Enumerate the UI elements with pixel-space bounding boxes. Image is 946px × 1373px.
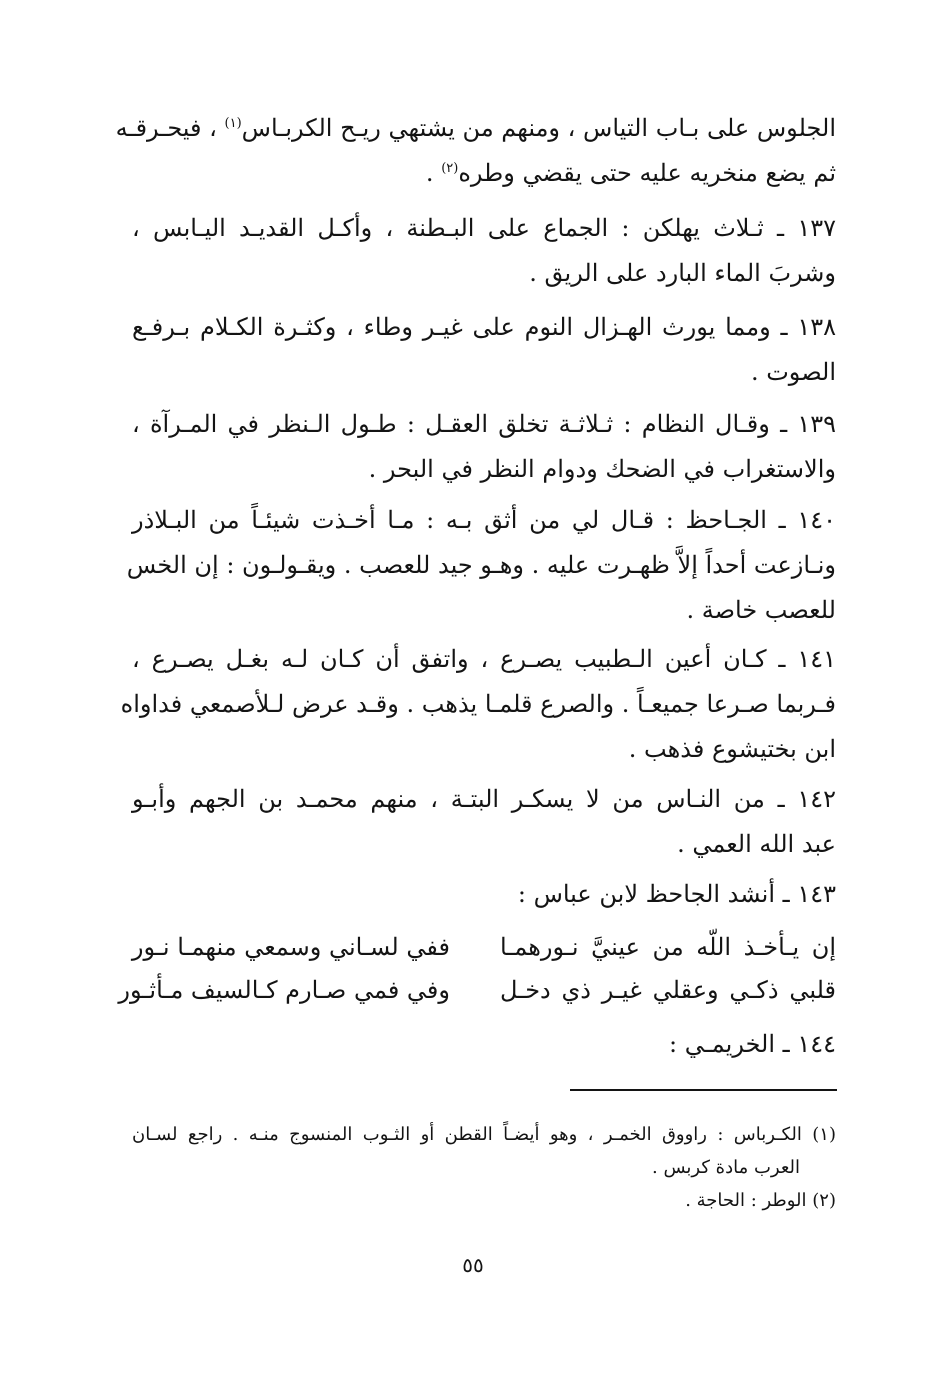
poem-first-hemistich: إن يـأخـذ اللّه من عينيَّ نـورهمـا xyxy=(500,933,836,961)
paragraph-line: ١٤١ ـ كـان أعين الـطبيب يصـرع ، واتفق أن كـان لـه بغـل يصـرع ، xyxy=(132,645,836,673)
paragraph-line: ابن بختيشوع فذهب . xyxy=(628,735,836,763)
paragraph-line: ١٤٢ ـ من النـاس من لا يسكـر البتـة ، منهم محمـد بن الجهم وأبـو xyxy=(132,785,836,813)
paragraph-line: ثم يضع منخريه عليه حتى يقضي وطره$^{(٢)}$ . xyxy=(425,159,836,187)
paragraph-139 xyxy=(132,402,836,492)
paragraph-line: ١٤٤ ـ الخريمـي : xyxy=(669,1030,836,1058)
footnotes xyxy=(132,1118,836,1217)
paragraph-line: ١٣٧ ـ ثـلاث يهلكن : الجماع على البـطنة ، وأكـل القديـد اليـابس ، xyxy=(132,214,836,242)
paragraph-line: الصوت . xyxy=(750,358,836,386)
footnote-ref[interactable]: (١) xyxy=(224,116,242,131)
paragraph-line: والاستغراب في الضحك ودوام النظر في البحر . xyxy=(368,455,836,483)
paragraph-143 xyxy=(132,872,836,917)
paragraph-line: للعصب خاصة . xyxy=(686,596,836,624)
paragraph-line: ١٤٣ ـ أنشد الجاحظ لابن عباس : xyxy=(517,880,836,908)
footnote-separator xyxy=(570,1089,837,1091)
poem-verse xyxy=(118,968,836,1013)
page-number: ٥٥ xyxy=(462,1253,484,1277)
paragraph-137 xyxy=(132,206,836,296)
paragraph-line: ١٣٩ ـ وقـال النظام : ثـلاثـة تخلق العقـل : طـول الـنظر في المـرآة ، xyxy=(132,410,836,438)
paragraph-140 xyxy=(126,498,836,633)
poem-second-hemistich: ففي لسـاني وسمعي منهمـا نـور xyxy=(131,933,450,961)
footnote-line: (٢) الوطر : الحاجة . xyxy=(685,1190,836,1211)
paragraph-144 xyxy=(132,1022,836,1067)
paragraph-142 xyxy=(132,777,836,867)
footnote-line: العرب مادة كربس . xyxy=(652,1157,800,1178)
paragraph-line: ١٤٠ ـ الجـاحظ : قـال لي من أثق بـه : مـا أخـذت شيئـاً من البـلاذر xyxy=(132,506,836,534)
poem-second-hemistich: وفي فمي صـارم كـالسيف مـأثـور xyxy=(118,976,450,1004)
poem-first-hemistich: قلبي ذكـي وعقلي غيـر ذي دخـل xyxy=(500,976,836,1004)
paragraph-line: الجلوس على بـاب التياس ، ومنهم من يشتهي ريـح الكربـاس$^{(١)}$ ، فيحـرقـه xyxy=(115,114,836,142)
paragraph-141 xyxy=(120,637,836,772)
paragraph-line: ١٣٨ ـ ومما يورث الهـزال النوم على غيـر وطاء ، وكثـرة الكـلام بـرفـع xyxy=(132,313,836,341)
paragraph-line: فـربما صـرعا جميعـاً . والصرع قلمـا يذهب . وقـد عرض لـلأصمعي فداواه xyxy=(120,690,836,718)
paragraph-line: عبد الله العمي . xyxy=(677,830,836,858)
footnote-line: (١) الكـرباس : راووق الخمـر ، وهو أيضـاً القطن أو الثـوب المنسوج منـه . راجع لسـان xyxy=(132,1124,836,1145)
footnote-ref[interactable]: (٢) xyxy=(441,161,459,176)
paragraph-138 xyxy=(132,305,836,395)
paragraph-line: وشربَ الماء البارد على الريق . xyxy=(529,259,836,287)
paragraph-intro xyxy=(115,106,836,196)
paragraph-line: ونـازعت أحداً إلاَّ ظهـرت عليه . وهـو جيد للعصب . ويقـولـون : إن الخس xyxy=(126,551,836,579)
poem-verse xyxy=(132,925,836,970)
